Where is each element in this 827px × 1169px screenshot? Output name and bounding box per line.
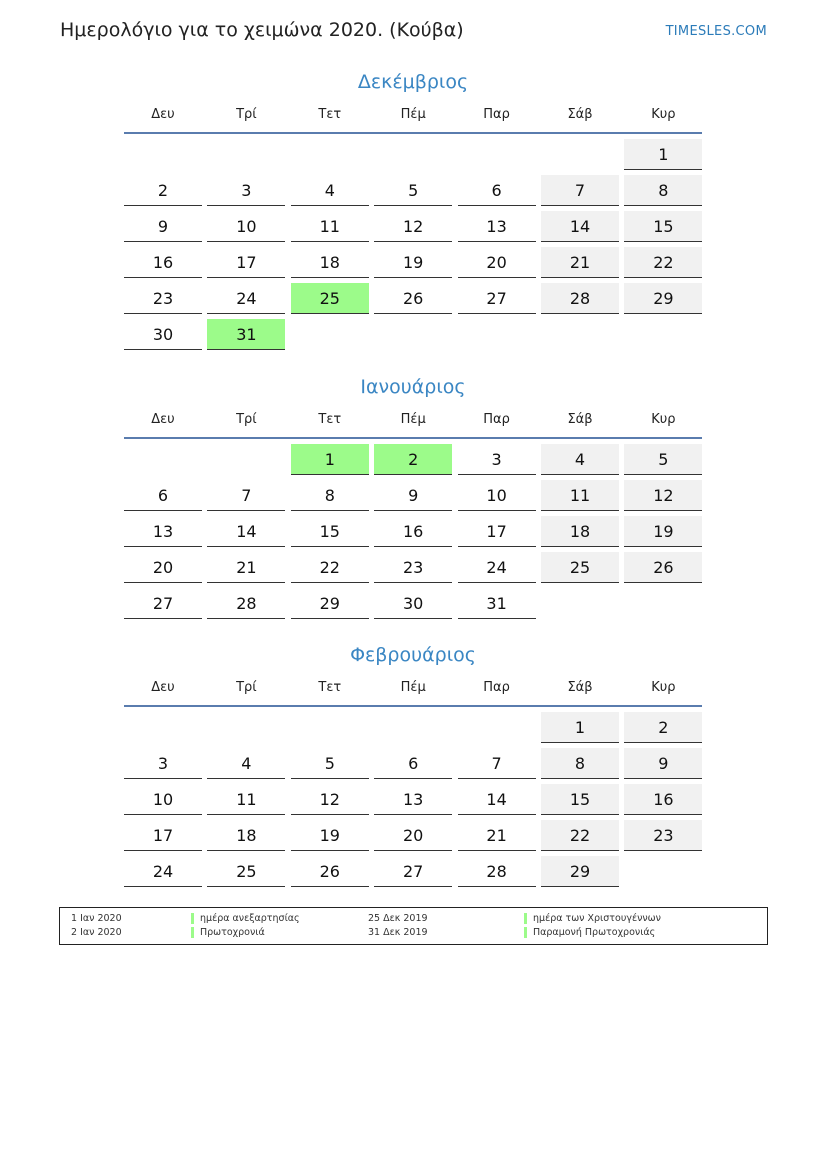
weekday-label: Τρί <box>236 680 257 695</box>
day-cell: 24 <box>207 283 285 314</box>
weekday-label: Πέμ <box>400 680 426 695</box>
weekday-label: Σάβ <box>567 680 593 695</box>
day-cell: 15 <box>291 516 369 547</box>
day-cell: 19 <box>374 247 452 278</box>
holiday-day-cell: 31 <box>207 319 285 350</box>
day-cell: 20 <box>124 552 202 583</box>
legend-holiday-name: ημέρα ανεξαρτησίας <box>191 913 300 924</box>
weekday-label: Σάβ <box>567 107 593 122</box>
day-cell: 22 <box>624 247 702 278</box>
legend-holiday-name: Παραμονή Πρωτοχρονιάς <box>524 927 655 938</box>
weekday-label: Πέμ <box>400 107 426 122</box>
day-cell: 13 <box>124 516 202 547</box>
weekday-label: Παρ <box>483 107 510 122</box>
day-cell: 23 <box>624 820 702 851</box>
day-cell: 10 <box>124 784 202 815</box>
weekday-label: Σάβ <box>567 412 593 427</box>
day-cell: 8 <box>541 748 619 779</box>
day-cell: 10 <box>458 480 536 511</box>
day-cell: 23 <box>124 283 202 314</box>
day-cell: 24 <box>458 552 536 583</box>
day-cell: 12 <box>374 211 452 242</box>
month-title: Φεβρουάριος <box>350 644 476 666</box>
day-cell: 8 <box>624 175 702 206</box>
day-cell: 28 <box>207 588 285 619</box>
day-cell: 27 <box>374 856 452 887</box>
day-cell: 15 <box>541 784 619 815</box>
day-cell: 21 <box>207 552 285 583</box>
day-cell: 3 <box>124 748 202 779</box>
day-cell: 29 <box>291 588 369 619</box>
day-cell: 26 <box>291 856 369 887</box>
weekday-label: Κυρ <box>651 680 676 695</box>
day-cell: 14 <box>207 516 285 547</box>
weekday-label: Δευ <box>151 107 175 122</box>
day-cell: 19 <box>291 820 369 851</box>
day-cell: 1 <box>541 712 619 743</box>
legend-date: 31 Δεκ 2019 <box>368 927 428 938</box>
weekday-label: Παρ <box>483 680 510 695</box>
day-cell: 21 <box>541 247 619 278</box>
legend-holiday-name: Πρωτοχρονιά <box>191 927 265 938</box>
day-cell: 28 <box>541 283 619 314</box>
day-cell: 15 <box>624 211 702 242</box>
day-cell: 25 <box>541 552 619 583</box>
holiday-legend <box>59 907 768 945</box>
day-cell: 1 <box>624 139 702 170</box>
day-cell: 12 <box>624 480 702 511</box>
day-cell: 20 <box>374 820 452 851</box>
day-cell: 7 <box>458 748 536 779</box>
day-cell: 5 <box>374 175 452 206</box>
weekday-header <box>124 668 702 707</box>
weekday-label: Τετ <box>318 680 342 695</box>
weekday-label: Κυρ <box>651 412 676 427</box>
day-cell: 6 <box>374 748 452 779</box>
day-cell: 16 <box>374 516 452 547</box>
day-cell: 21 <box>458 820 536 851</box>
weekday-label: Πέμ <box>400 412 426 427</box>
legend-date: 1 Ιαν 2020 <box>71 913 122 924</box>
month-block <box>124 69 702 344</box>
day-cell: 26 <box>624 552 702 583</box>
day-cell: 22 <box>291 552 369 583</box>
legend-holiday-name: ημέρα των Χριστουγέννων <box>524 913 661 924</box>
weekday-label: Τρί <box>236 107 257 122</box>
day-cell: 14 <box>541 211 619 242</box>
day-cell: 11 <box>291 211 369 242</box>
day-cell: 11 <box>207 784 285 815</box>
day-cell: 7 <box>541 175 619 206</box>
day-cell: 24 <box>124 856 202 887</box>
day-cell: 6 <box>124 480 202 511</box>
day-cell: 28 <box>458 856 536 887</box>
day-cell: 7 <box>207 480 285 511</box>
month-title: Δεκέμβριος <box>357 71 469 93</box>
holiday-day-cell: 2 <box>374 444 452 475</box>
day-cell: 13 <box>458 211 536 242</box>
day-cell: 29 <box>624 283 702 314</box>
weekday-label: Τρί <box>236 412 257 427</box>
day-cell: 16 <box>124 247 202 278</box>
day-cell: 17 <box>207 247 285 278</box>
day-cell: 5 <box>291 748 369 779</box>
day-cell: 18 <box>207 820 285 851</box>
holiday-day-cell: 1 <box>291 444 369 475</box>
day-cell: 18 <box>291 247 369 278</box>
day-cell: 4 <box>207 748 285 779</box>
day-cell: 27 <box>124 588 202 619</box>
day-cell: 12 <box>291 784 369 815</box>
day-cell: 30 <box>374 588 452 619</box>
day-cell: 30 <box>124 319 202 350</box>
day-cell: 31 <box>458 588 536 619</box>
month-block <box>124 642 702 881</box>
weekday-label: Τετ <box>318 107 342 122</box>
day-cell: 9 <box>374 480 452 511</box>
month-title: Ιανουάριος <box>360 376 466 398</box>
weekday-label: Τετ <box>318 412 342 427</box>
day-cell: 29 <box>541 856 619 887</box>
legend-date: 25 Δεκ 2019 <box>368 913 428 924</box>
weekday-label: Κυρ <box>651 107 676 122</box>
weekday-header <box>124 400 702 439</box>
day-cell: 26 <box>374 283 452 314</box>
day-cell: 17 <box>458 516 536 547</box>
weekday-label: Παρ <box>483 412 510 427</box>
day-cell: 4 <box>291 175 369 206</box>
weekday-header <box>124 95 702 134</box>
day-cell: 18 <box>541 516 619 547</box>
day-cell: 6 <box>458 175 536 206</box>
day-cell: 17 <box>124 820 202 851</box>
day-cell: 8 <box>291 480 369 511</box>
day-cell: 3 <box>458 444 536 475</box>
day-cell: 2 <box>124 175 202 206</box>
day-cell: 16 <box>624 784 702 815</box>
day-cell: 19 <box>624 516 702 547</box>
day-cell: 9 <box>624 748 702 779</box>
day-cell: 4 <box>541 444 619 475</box>
day-cell: 25 <box>207 856 285 887</box>
weekday-label: Δευ <box>151 680 175 695</box>
day-cell: 11 <box>541 480 619 511</box>
day-cell: 13 <box>374 784 452 815</box>
day-cell: 9 <box>124 211 202 242</box>
day-cell: 23 <box>374 552 452 583</box>
day-cell: 14 <box>458 784 536 815</box>
site-link[interactable]: TIMESLES.COM <box>665 24 767 39</box>
day-cell: 10 <box>207 211 285 242</box>
day-cell: 20 <box>458 247 536 278</box>
weekday-label: Δευ <box>151 412 175 427</box>
page-title: Ημερολόγιο για το χειμώνα 2020. (Κούβα) <box>60 19 464 41</box>
day-cell: 2 <box>624 712 702 743</box>
day-cell: 22 <box>541 820 619 851</box>
legend-date: 2 Ιαν 2020 <box>71 927 122 938</box>
day-cell: 27 <box>458 283 536 314</box>
month-block <box>124 374 702 613</box>
day-cell: 5 <box>624 444 702 475</box>
holiday-day-cell: 25 <box>291 283 369 314</box>
day-cell: 3 <box>207 175 285 206</box>
